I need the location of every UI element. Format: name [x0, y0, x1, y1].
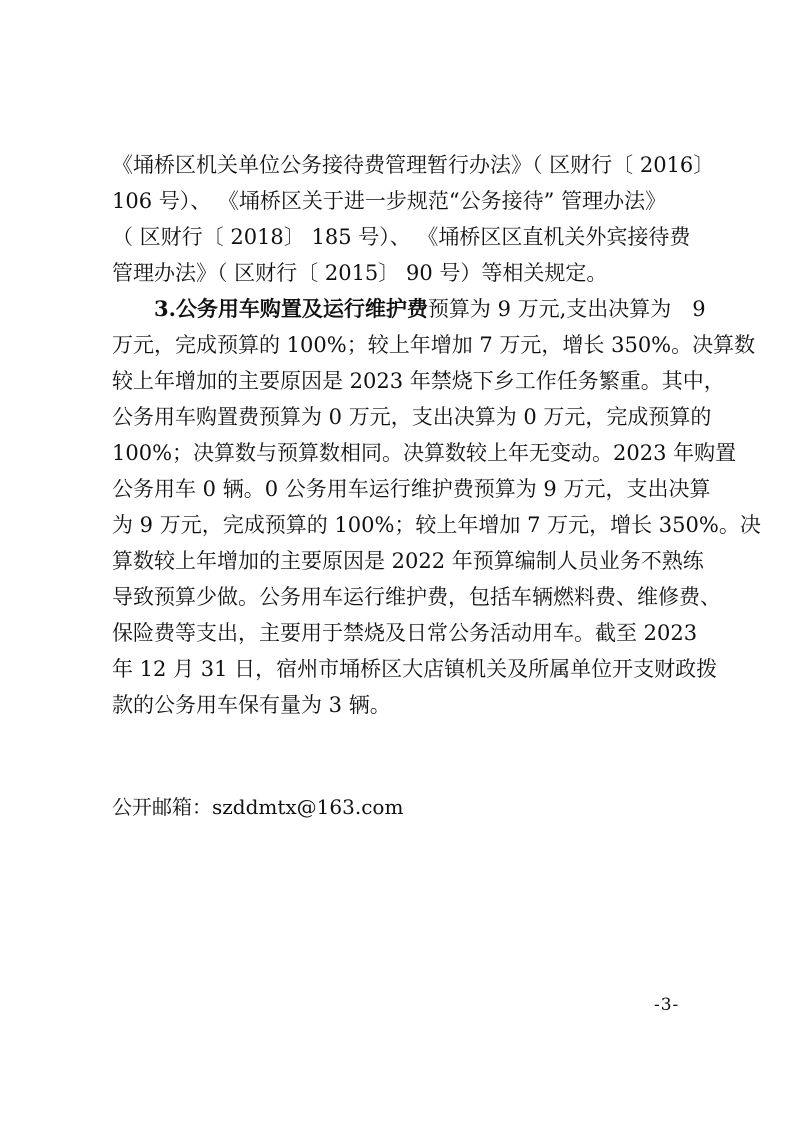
text-line: 保险费等支出，主要用于禁烧及日常公务活动用车。截至 2023	[112, 621, 698, 645]
text-line: 公务用车 0 辆。0 公务用车运行维护费预算为 9 万元，支出决算	[112, 477, 711, 501]
text-line: 100%；决算数与预算数相同。决算数较上年无变动。2023 年购置	[112, 441, 737, 465]
text-line-with-heading	[154, 294, 706, 324]
section-heading: 3.公务用车购置及运行维护费	[154, 296, 428, 321]
text-line: 106 号）、 《埇桥区关于进一步规范“公务接待” 管理办法》	[112, 189, 667, 213]
page-number: -3-	[654, 995, 680, 1015]
text-line: 为 9 万元，完成预算的 100%；较上年增加 7 万元，增长 350%。决	[112, 513, 761, 537]
text-line: 导致预算少做。公务用车运行维护费，包括车辆燃料费、维修费、	[112, 585, 721, 609]
text-line: 公务用车购置费预算为 0 万元，支出决算为 0 万元，完成预算的	[112, 405, 712, 429]
contact-email: 公开邮箱：szddmtx@163.com	[112, 795, 404, 819]
text-line: 管理办法》（ 区财行〔 2015〕 90 号）等相关规定。	[112, 261, 608, 285]
text-line: （ 区财行〔 2018〕 185 号）、 《埇桥区区直机关外宾接待费	[112, 225, 691, 249]
text-line: 算数较上年增加的主要原因是 2022 年预算编制人员业务不熟练	[112, 549, 704, 573]
text-line: 较上年增加的主要原因是 2023 年禁烧下乡工作任务繁重。其中，	[112, 369, 725, 393]
text-line: 款的公务用车保有量为 3 辆。	[112, 693, 391, 717]
text-line: 《埇桥区机关单位公务接待费管理暂行办法》（ 区财行〔 2016〕	[112, 153, 715, 177]
text-line: 年 12 月 31 日，宿州市埇桥区大店镇机关及所属单位开支财政拨	[112, 657, 718, 681]
text-line: 万元，完成预算的 100%；较上年增加 7 万元，增长 350%。决算数	[112, 333, 756, 357]
text-line-rest: 预算为 9 万元,支出决算为 9	[427, 297, 706, 321]
